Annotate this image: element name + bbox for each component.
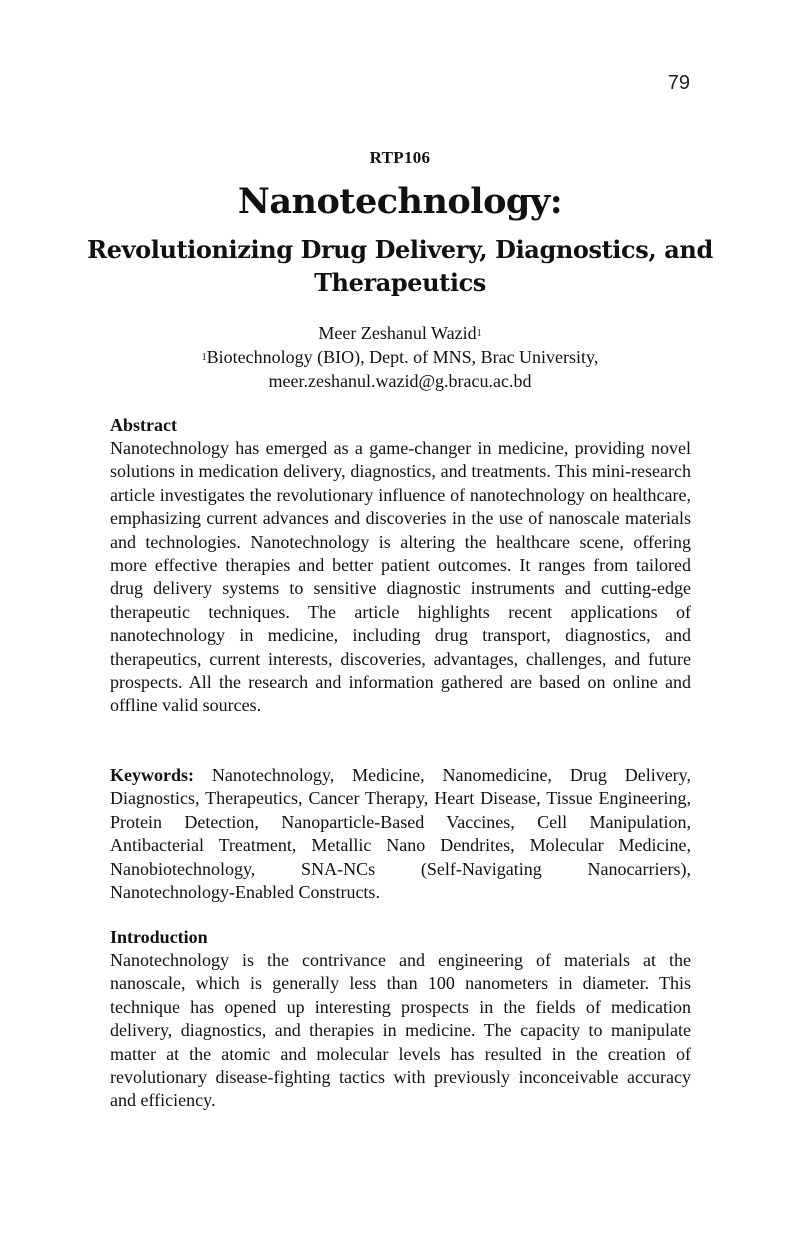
paper-title: Nanotechnology:: [237, 181, 563, 222]
author-block: [0, 321, 800, 393]
keywords-label: Keywords:: [110, 765, 194, 785]
affiliation-superscript: 1: [201, 352, 207, 363]
keywords-paragraph: [110, 764, 691, 904]
keywords-section: [110, 764, 691, 904]
keywords-text: Nanotechnology, Medicine, Nanomedicine, Drug Delivery, Diagnostics, Therapeutics, Cancer Therapy, Heart Disease, Tissue Engineering, Protein Detection, Nanoparticle-Based Vaccines, Cell Manipulation, Antibacterial Treatment, Metallic Nano Dendrites, Molecular Medicine, Nanobiotechnology, SNA-NCs (Self-Navigating Nanocarriers), Nanotechnology-Enabled Constructs.: [110, 765, 692, 903]
paper-subtitle: Revolutionizing Drug Delivery, Diagnostics, and Therapeutics: [87, 235, 713, 297]
paper-code: RTP106: [369, 148, 431, 167]
author-superscript: 1: [476, 328, 482, 339]
abstract-heading: Abstract: [110, 415, 177, 435]
abstract-section: [110, 414, 691, 718]
introduction-heading: Introduction: [110, 927, 208, 947]
affiliation-line: [0, 345, 800, 369]
author-affiliation: Biotechnology (BIO), Dept. of MNS, Brac University,: [206, 347, 599, 367]
introduction-text: Nanotechnology is the contrivance and engineering of materials at the nanoscale, which is generally less than 100 nanometers in diameter. This technique has opened up interesting prospects in the fields of medication delivery, diagnostics, and therapies in medicine. The capacity to manipulate matter at the atomic and molecular levels has resulted in the creation of revolutionary disease-fighting tactics with previously inconceivable accuracy and efficiency.: [110, 950, 691, 1111]
author-name: Meer Zeshanul Wazid: [318, 323, 477, 343]
author-line: [0, 321, 800, 345]
abstract-text: Nanotechnology has emerged as a game-changer in medicine, providing novel solutions in medication delivery, diagnostics, and treatments. This mini-research article investigates the revolutionary influence of nanotechnology on healthcare, emphasizing current advances and discoveries in the use of nanoscale materials and technologies. Nanotechnology is altering the healthcare scene, offering more effective therapies and better patient outcomes. It ranges from tailored drug delivery systems to sensitive diagnostic instruments and cutting-edge therapeutic techniques. The article highlights recent applications of nanotechnology in medicine, including drug transport, diagnostics, and therapeutics, current interests, discoveries, advantages, challenges, and future prospects. All the research and information gathered are based on online and offline valid sources.: [110, 438, 691, 716]
author-email: meer.zeshanul.wazid@g.bracu.ac.bd: [268, 371, 532, 391]
page-number: 79: [667, 72, 690, 94]
introduction-section: [110, 926, 691, 1113]
